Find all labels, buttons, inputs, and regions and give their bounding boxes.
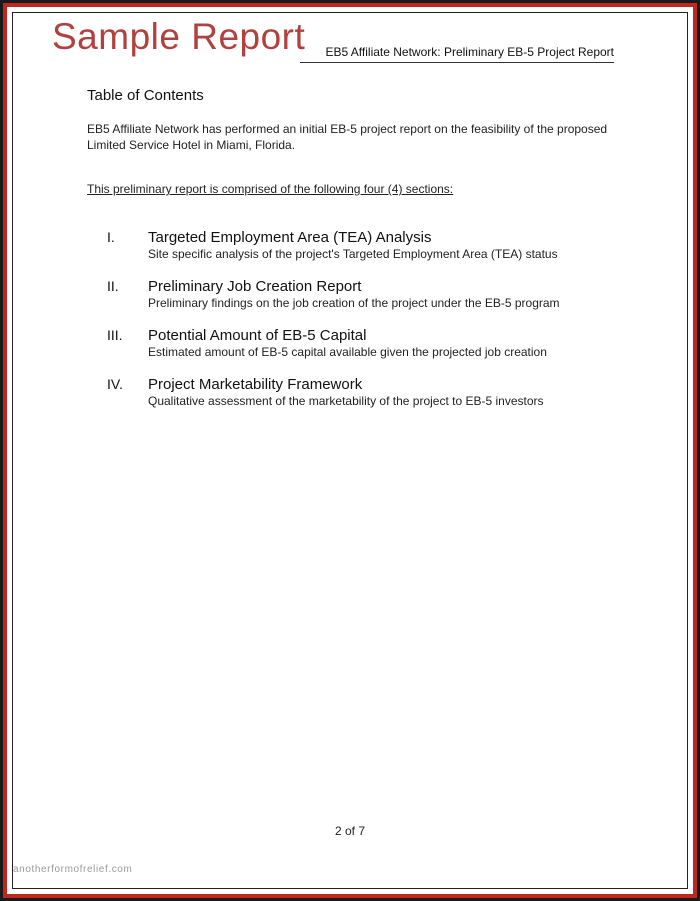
- sections-intro: This preliminary report is comprised of the following four (4) sections:: [87, 182, 454, 196]
- section-item: [107, 327, 627, 376]
- header-rule: [300, 62, 614, 63]
- section-item: [107, 376, 627, 425]
- section-title: Project Marketability Framework: [148, 376, 363, 393]
- section-title: Potential Amount of EB-5 Capital: [148, 327, 367, 344]
- section-item: [107, 229, 627, 278]
- section-numeral: III.: [107, 327, 123, 343]
- page-number: 2 of 7: [334, 824, 366, 838]
- section-description: Qualitative assessment of the marketability of the project to EB-5 investors: [148, 394, 544, 408]
- section-title: Preliminary Job Creation Report: [148, 278, 362, 295]
- report-subtitle: EB5 Affiliate Network: Preliminary EB-5 Project Report: [325, 45, 614, 59]
- section-description: Preliminary findings on the job creation of the project under the EB-5 program: [148, 296, 560, 310]
- section-item: [107, 278, 627, 327]
- report-title: Sample Report: [52, 16, 306, 57]
- watermark: anotherformofrelief.com: [13, 864, 133, 875]
- intro-paragraph: EB5 Affiliate Network has performed an initial EB-5 project report on the feasibility of the proposed Limited Service Hotel in Miami, Florida.: [87, 122, 608, 152]
- section-numeral: I.: [107, 229, 115, 245]
- section-numeral: II.: [107, 278, 119, 294]
- section-description: Site specific analysis of the project's Targeted Employment Area (TEA) status: [148, 247, 558, 261]
- section-title: Targeted Employment Area (TEA) Analysis: [148, 229, 432, 246]
- section-numeral: IV.: [107, 376, 123, 392]
- section-description: Estimated amount of EB-5 capital available given the projected job creation: [148, 345, 547, 359]
- toc-heading: Table of Contents: [87, 87, 204, 104]
- section-list: [107, 229, 627, 425]
